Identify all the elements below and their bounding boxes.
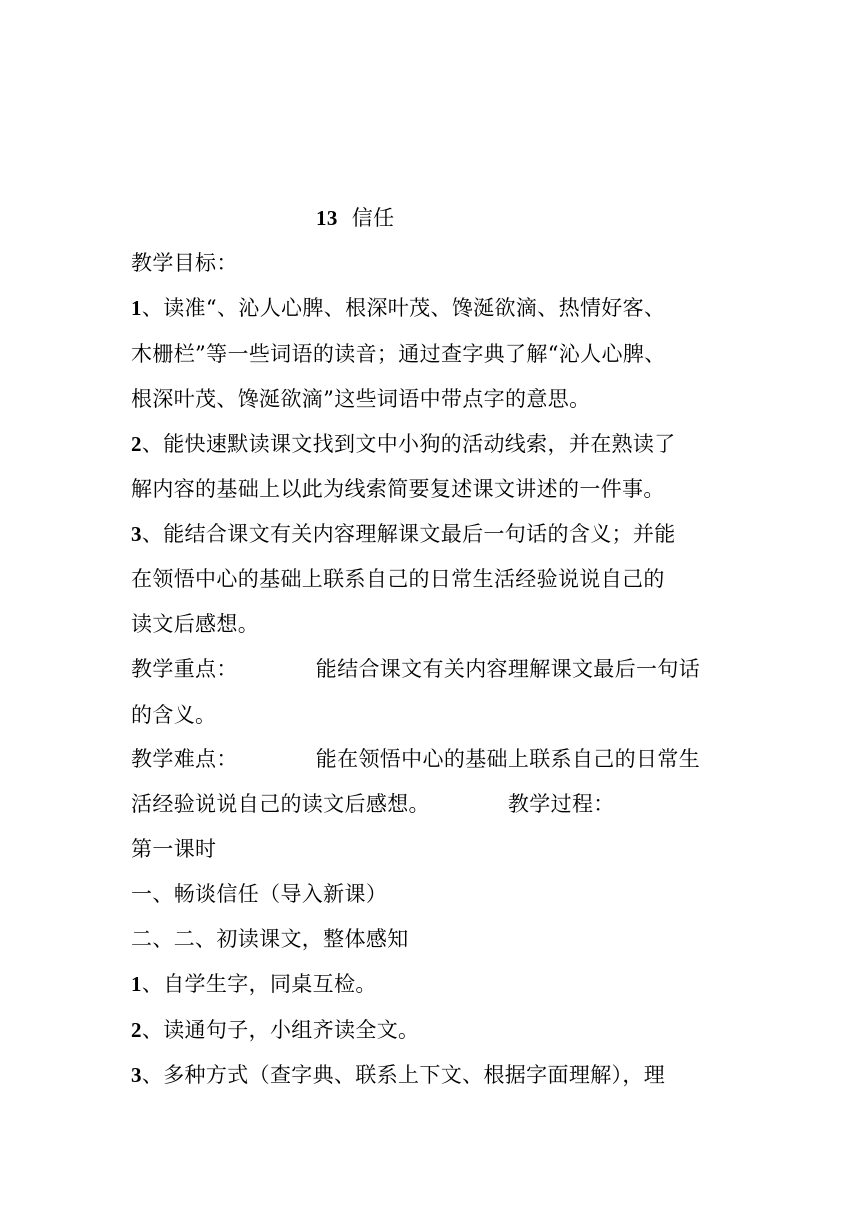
objective-2-text-1: 、能快速默读课文找到文中小狗的活动线索，并在熟读了 [141,432,676,456]
objectives-heading: 教学目标： [131,251,238,275]
objective-3-line-1 [131,519,676,549]
key-point-label: 教学重点： [131,657,238,681]
objective-3-line-3: 读文后感想。 [131,612,260,636]
lesson-title [316,203,394,233]
item-1-text: 、自学生字，同桌互检。 [141,972,377,996]
objective-1-line-1 [131,293,665,323]
lesson-one-heading: 第一课时 [131,837,217,861]
process-label: 教学过程： [507,792,615,816]
item-3-number: 3 [131,1063,142,1087]
objective-1-number: 1 [131,296,142,320]
key-point-text-1: 能结合课文有关内容理解课文最后一句话 [315,657,701,681]
objective-1-text-1: 、读准“、沁人心脾、根深叶茂、馋涎欲滴、热情好客、 [141,296,666,320]
item-2-number: 2 [131,1018,142,1042]
difficulty-label: 教学难点： [131,747,238,771]
objective-3-text-1: 、能结合课文有关内容理解课文最后一句话的含义；并能 [141,522,676,546]
item-3-text: 、多种方式（查字典、联系上下文、根据字面理解），理 [141,1063,666,1087]
objective-1-line-3: 根深叶茂、馋涎欲滴”这些词语中带点字的意思。 [131,387,591,411]
title-text: 信任 [351,206,395,230]
difficulty-text-1: 能在领悟中心的基础上联系自己的日常生 [315,747,701,771]
item-1-number: 1 [131,972,142,996]
item-1 [131,969,377,999]
objective-3-number: 3 [131,522,142,546]
objective-3-line-2: 在领悟中心的基础上联系自己的日常生活经验说说自己的 [131,567,665,591]
objective-2-line-2: 解内容的基础上以此为线索简要复述课文讲述的一件事。 [131,477,665,501]
difficulty-text-2: 活经验说说自己的读文后感想。 [131,792,430,816]
objective-2-number: 2 [131,432,142,456]
objective-2-line-1 [131,429,676,459]
item-2-text: 、读通句子，小组齐读全文。 [141,1018,420,1042]
key-point-line-2: 的含义。 [131,703,217,727]
item-2 [131,1015,419,1045]
difficulty-line-2 [131,789,615,819]
title-number: 13 [316,206,338,230]
step-one: 一、畅谈信任（导入新课） [131,882,388,906]
difficulty-line-1 [131,744,700,774]
item-3 [131,1060,665,1090]
key-point-line-1 [131,654,700,684]
step-two: 二、二、初读课文，整体感知 [131,927,409,951]
objective-1-line-2: 木栅栏”等一些词语的读音；通过查字典了解“沁人心脾、 [131,342,666,366]
